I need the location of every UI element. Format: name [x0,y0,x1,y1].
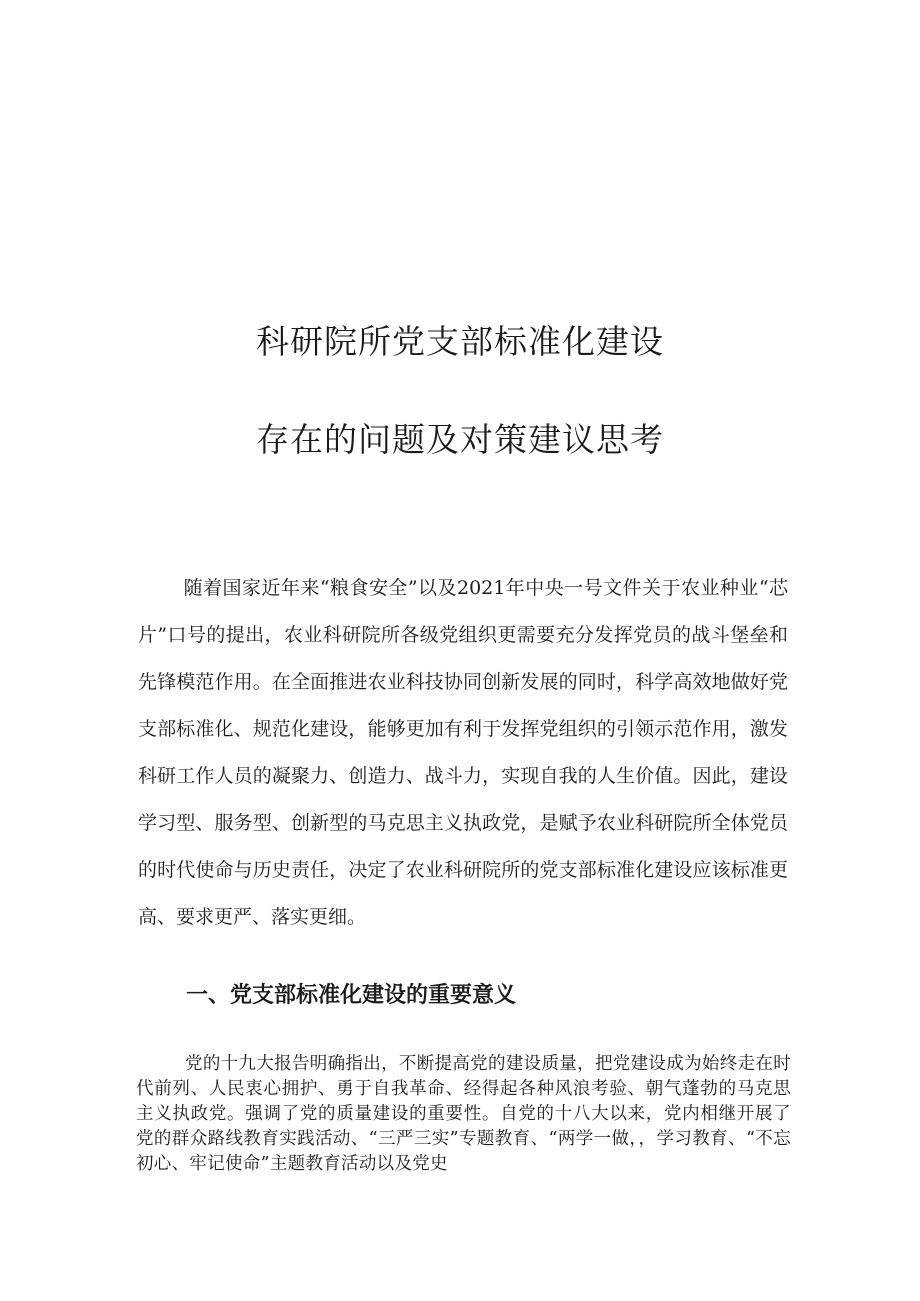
section-paragraph: 党的十九大报告明确指出，不断提高党的建设质量，把党建设成为始终走在时代前列、人民衷心拥护、勇于自我革命、经得起各种风浪考验、朝气蓬勃的马克思主义执政党。强调了党的质量建设的重要性。自党的十八大以来，党内相继开展了党的群众路线教育实践活动、“三严三实”专题教育、“两学一做，，学习教育、“不忘初心、牢记使命”主题教育活动以及党史 [136,1054,791,1174]
section-heading: 一、党支部标准化建设的重要意义 [186,983,517,1008]
intro-paragraph: 随着国家近年来“粮食安全”以及2021年中央一号文件关于农业种业“芯片”口号的提出，农业科研院所各级党组织更需要充分发挥党员的战斗堡垒和先锋模范作用。在全面推进农业科技协同创新发展的同时，科学高效地做好党支部标准化、规范化建设，能够更加有利于发挥党组织的引领示范作用，激发科研工作人员的凝聚力、创造力、战斗力，实现自我的人生价值。因此，建设学习型、服务型、创新型的马克思主义执政党，是赋予农业科研院所全体党员的时代使命与历史责任，决定了农业科研院所的党支部标准化建设应该标准更高、要求更严、落实更细。 [138,577,788,928]
document-title-line-1: 科研院所党支部标准化建设 [256,322,664,361]
document-title-line-2: 存在的问题及对策建议思考 [256,420,664,459]
